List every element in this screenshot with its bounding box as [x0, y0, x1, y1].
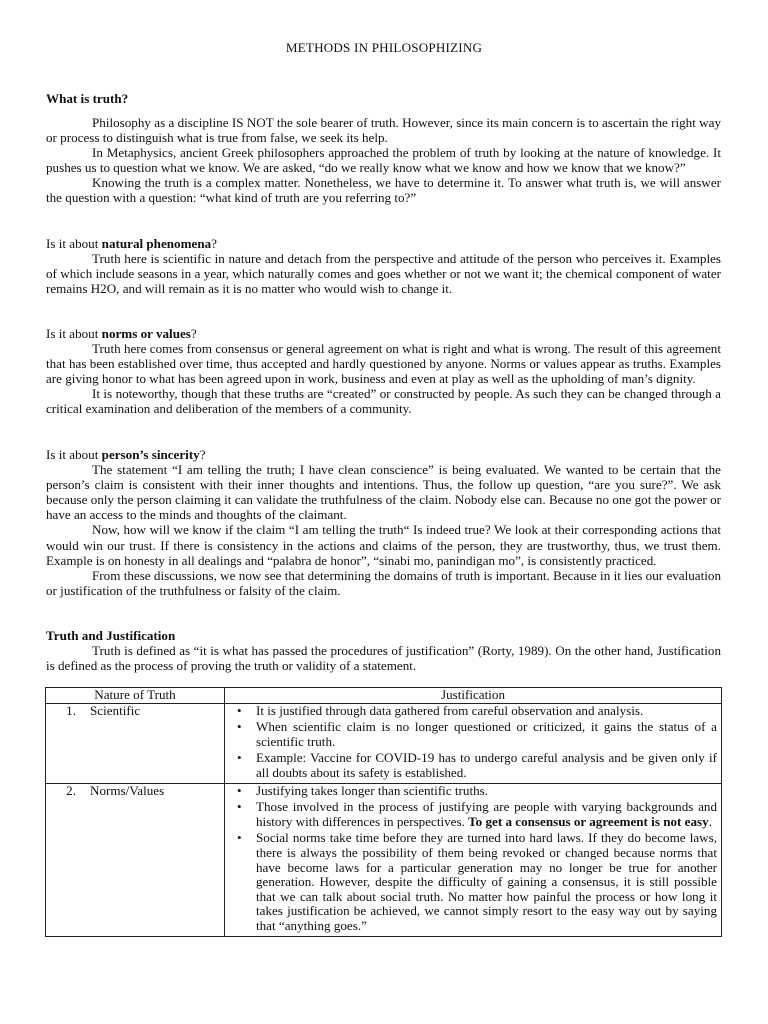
- section-natural-phenomena: [46, 236, 721, 296]
- paragraph: Knowing the truth is a complex matter. Nonetheless, we have to determine it. To answer what truth is, we will answer the question with a question: “what kind of truth are you referring to?”: [46, 175, 721, 206]
- list-item: • Those involved in the process of justifying are people with varying backgrounds and history with differences in perspectives. To get a consensus or agreement is not easy.: [256, 800, 717, 829]
- paragraph: It is noteworthy, though that these truths are “created” or constructed by people. As such they can be changed through a critical examination and deliberation of the members of a community.: [46, 386, 721, 417]
- bullet-list: [229, 704, 717, 781]
- question-sincerity: Is it about person’s sincerity?: [46, 447, 206, 462]
- question-norms: Is it about norms or values?: [46, 326, 197, 341]
- table-header-row: [46, 688, 722, 704]
- table-row: [46, 703, 722, 783]
- list-item: • Social norms take time before they are turned into hard laws. If they do become laws, there is always the possibility of them being revoked or changed because norms that have become laws for a particular generation may no longer be true for another generation. However, despite the difficulty of gaining a consensus, it is still possible that we can talk about social truth. No matter how painful the process or how long it takes justification be achieved, we cannot simply resort to the easy way out by saying that “anything goes.”: [256, 831, 717, 933]
- nature-cell: 2. Norms/Values: [46, 783, 225, 936]
- list-item: • When scientific claim is no longer questioned or criticized, it gains the status of a scientific truth.: [256, 720, 717, 749]
- question-natural: Is it about natural phenomena?: [46, 236, 217, 251]
- bullet-list: [229, 784, 717, 934]
- paragraph: The statement “I am telling the truth; I have clean conscience” is being evaluated. We wanted to be certain that the person’s claim is consistent with their inner thoughts and intentions. Thus, the follow up question, “are you sure?”. We ask because only the person claiming it can validate the truthfulness of the claim. Nobody else can. Because no one got the power or have an access to the minds and thoughts of the claimant.: [46, 462, 721, 523]
- truth-justification-table: [45, 687, 722, 937]
- truth-paragraphs: [46, 115, 721, 206]
- paragraph: From these discussions, we now see that determining the domains of truth is important. Because in it lies our evaluation or justification of the truthfulness or falsity of the claim.: [46, 567, 721, 598]
- list-item: • It is justified through data gathered from careful observation and analysis.: [256, 704, 717, 719]
- paragraph: Truth is defined as “it is what has passed the procedures of justification” (Rorty, 1989). On the other hand, Justification is defined as the process of proving the truth or validity of a statement.: [46, 643, 721, 674]
- paragraph: In Metaphysics, ancient Greek philosophers approached the problem of truth by looking at the nature of knowledge. It pushes us to question what we know. We are asked, “do we really know what we know and how we know that we know?”: [46, 145, 721, 176]
- section-heading-truth-justification: Truth and Justification: [46, 628, 176, 643]
- justification-cell: [225, 703, 722, 783]
- nature-cell: 1. Scientific: [46, 703, 225, 783]
- section-heading-what-is-truth: What is truth?: [46, 91, 129, 106]
- column-header-nature: Nature of Truth: [46, 688, 225, 704]
- section-persons-sincerity: [46, 447, 721, 598]
- paragraph: Truth here is scientific in nature and detach from the perspective and attitude of the person who perceives it. Examples of which include seasons in a year, which naturally comes and goes whether or not we want it; the chemical component of water remains H2O, and will remain as it is no matter who would wish to change it.: [46, 251, 721, 297]
- section-truth-justification: [46, 628, 721, 673]
- table-row: [46, 783, 722, 936]
- justification-cell: [225, 783, 722, 936]
- section-norms-values: [46, 326, 721, 417]
- column-header-justification: Justification: [225, 688, 722, 704]
- section-what-is-truth: [46, 91, 721, 106]
- document-title: METHODS IN PHILOSOPHIZING: [285, 40, 483, 55]
- paragraph: Truth here comes from consensus or general agreement on what is right and what is wrong. The result of this agreement that has been established over time, thus accepted and hardly questioned by anyone. Norms or values appear as truths. Examples are giving honor to what has been agreed upon in work, business and even at play as well as the upholding of man’s dignity.: [46, 341, 721, 387]
- list-item: • Example: Vaccine for COVID-19 has to undergo careful analysis and be given only if all doubts about its safety is established.: [256, 751, 717, 780]
- paragraph: Philosophy as a discipline IS NOT the sole bearer of truth. However, since its main concern is to ascertain the right way or process to distinguish what is true from false, we seek its help.: [46, 115, 721, 146]
- list-item: • Justifying takes longer than scientific truths.: [256, 784, 717, 799]
- paragraph: Now, how will we know if the claim “I am telling the truth“ Is indeed true? We look at their corresponding actions that would win our trust. If there is consistency in the actions and claims of the person, they are trustworthy, thus, we trust them. Example is on honesty in all dealings and “palabra de honor”, “sinabi mo, panindigan mo”, is consistently practiced.: [46, 522, 721, 568]
